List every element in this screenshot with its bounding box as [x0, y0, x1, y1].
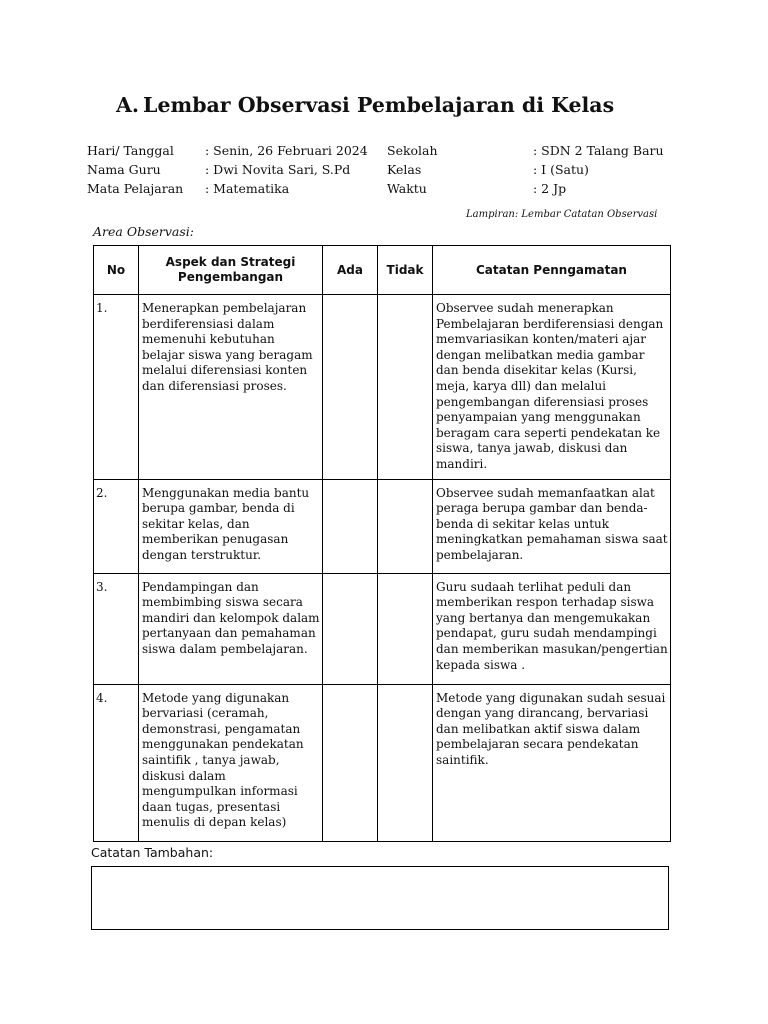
cell-ada[interactable] — [323, 295, 378, 480]
col-header-ada: Ada — [323, 246, 378, 295]
table-row — [94, 479, 671, 573]
cell-tidak[interactable] — [378, 295, 433, 480]
info-value: : 2 Jp — [533, 181, 567, 196]
col-header-tidak: Tidak — [378, 246, 433, 295]
cell-catatan: Guru sudaah terlihat peduli dan memberikan respon terhadap siswa yang bertanya dan mengemukakan pendapat, guru sudah mendampingi dan memberikan masukan/pengertian kepada siswa . — [433, 573, 671, 684]
info-label: Mata Pelajaran — [87, 181, 184, 196]
col-header-aspek: Aspek dan Strategi Pengembangan — [139, 246, 323, 295]
table-row — [94, 573, 671, 684]
table-header-row — [94, 246, 671, 295]
cell-ada[interactable] — [323, 573, 378, 684]
cell-aspek: Pendampingan dan membimbing siswa secara mandiri dan kelompok dalam pertanyaan dan pemahaman siswa dalam pembelajaran. — [139, 573, 323, 684]
table-row — [94, 684, 671, 841]
info-value: : I (Satu) — [533, 162, 589, 177]
cell-tidak[interactable] — [378, 573, 433, 684]
cell-ada[interactable] — [323, 479, 378, 573]
info-value: : Senin, 26 Februari 2024 — [205, 143, 368, 158]
cell-tidak[interactable] — [378, 479, 433, 573]
cell-catatan: Metode yang digunakan sudah sesuai dengan yang dirancang, bervariasi dan melibatkan aktif siswa dalam pembelajaran secara pendekatan saintifik. — [433, 684, 671, 841]
cell-no: 1. — [94, 295, 139, 480]
cell-no: 3. — [94, 573, 139, 684]
cell-no: 2. — [94, 479, 139, 573]
info-value: : SDN 2 Talang Baru — [533, 143, 664, 158]
info-label: Nama Guru — [87, 162, 161, 177]
cell-no: 4. — [94, 684, 139, 841]
info-label: Kelas — [387, 162, 422, 177]
info-row — [87, 141, 687, 160]
info-label: Sekolah — [387, 143, 438, 158]
col-header-catatan: Catatan Penngamatan — [433, 246, 671, 295]
cell-aspek: Menggunakan media bantu berupa gambar, benda di sekitar kelas, dan memberikan penugasan dengan terstruktur. — [139, 479, 323, 573]
info-value: : Matematika — [205, 181, 290, 196]
info-label: Waktu — [387, 181, 427, 196]
section-number: A. — [116, 93, 140, 117]
area-label: Area Observasi: — [93, 224, 195, 239]
table-row — [94, 295, 671, 480]
col-header-no: No — [94, 246, 139, 295]
info-value: : Dwi Novita Sari, S.Pd — [205, 162, 351, 177]
observation-table — [93, 245, 671, 842]
additional-notes-box[interactable] — [91, 866, 669, 930]
cell-catatan: Observee sudah memanfaatkan alat peraga berupa gambar dan benda-benda di sekitar kelas untuk meningkatkan pemahaman siswa saat pembelajaran. — [433, 479, 671, 573]
info-row — [87, 160, 687, 179]
section-title: Lembar Observasi Pembelajaran di Kelas — [143, 93, 615, 117]
info-block — [87, 141, 687, 198]
info-label: Hari/ Tanggal — [87, 143, 174, 158]
cell-aspek: Metode yang digunakan bervariasi (ceramah, demonstrasi, pengamatan menggunakan pendekatan saintifik , tanya jawab, diskusi dalam mengumpulkan informasi daan tugas, presentasi menulis di depan kelas) — [139, 684, 323, 841]
cell-tidak[interactable] — [378, 684, 433, 841]
cell-ada[interactable] — [323, 684, 378, 841]
page-title — [116, 93, 614, 117]
cell-catatan: Observee sudah menerapkan Pembelajaran berdiferensiasi dengan memvariasikan konten/materi ajar dengan melibatkan media gambar dan benda disekitar kelas (Kursi, meja, karya dll) dan melalui pengembangan diferensiasi proses penyampaian yang menggunakan beragam cara seperti pendekatan ke siswa, tanya jawab, diskusi dan mandiri. — [433, 295, 671, 480]
additional-notes-label: Catatan Tambahan: — [91, 845, 214, 860]
cell-aspek: Menerapkan pembelajaran berdiferensiasi dalam memenuhi kebutuhan belajar siswa yang beragam melalui diferensiasi konten dan diferensiasi proses. — [139, 295, 323, 480]
info-row — [87, 179, 687, 198]
attachment-note: Lampiran: Lembar Catatan Observasi — [466, 209, 658, 220]
